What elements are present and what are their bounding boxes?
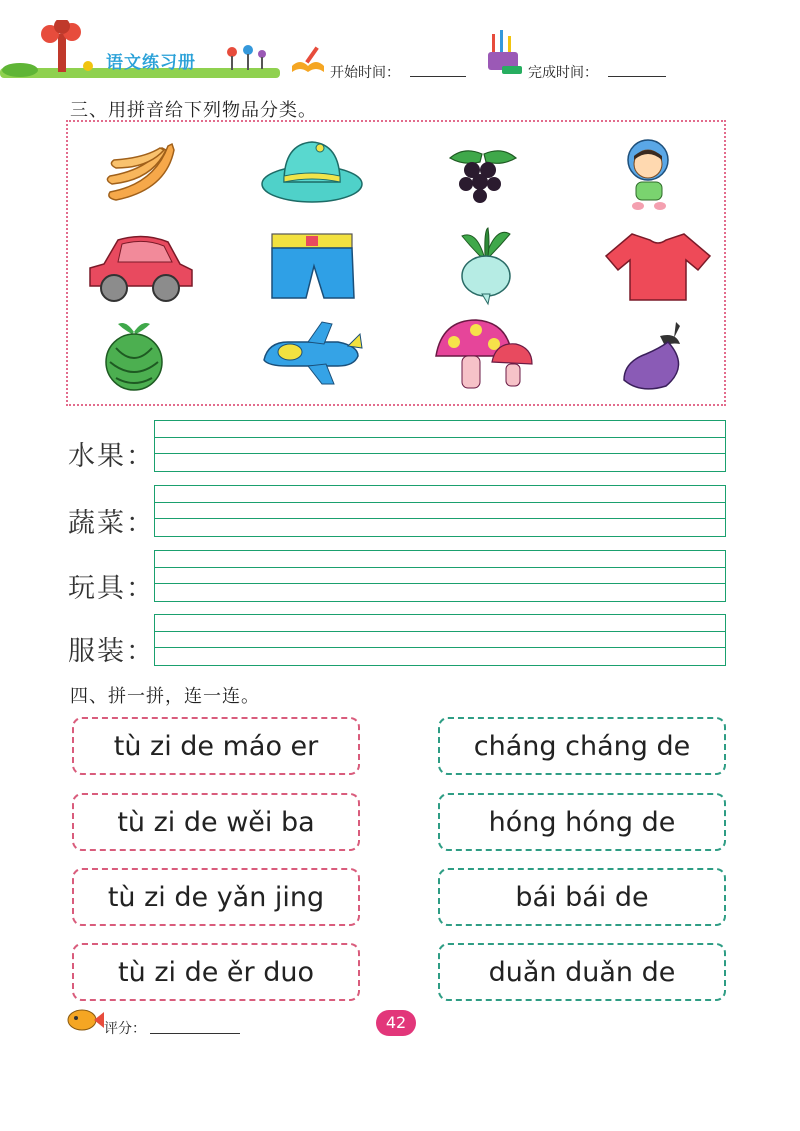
start-time-blank[interactable] — [410, 76, 466, 77]
shorts-icon — [268, 232, 358, 304]
category-toy-label: 玩具： — [68, 573, 155, 604]
airplane-icon — [258, 320, 364, 390]
shirt-icon — [602, 230, 714, 302]
score-label: 评分： — [104, 1021, 146, 1037]
finish-time-blank[interactable] — [608, 76, 666, 77]
section3-title: 三、用拼音给下列物品分类。 — [70, 100, 317, 121]
hat-icon — [260, 136, 364, 206]
finish-time-label: 完成时间： — [528, 65, 598, 81]
category-clothing-writing-lines[interactable] — [154, 614, 726, 666]
category-vegetable-writing-lines[interactable] — [154, 485, 726, 537]
fish-icon — [64, 1006, 104, 1032]
banana-icon — [102, 140, 178, 208]
watermelon-icon — [102, 318, 166, 394]
pencil-cup-icon — [488, 30, 524, 76]
right-pinyin-card[interactable]: bái bái de — [438, 868, 726, 926]
category-vegetable-label: 蔬菜： — [68, 508, 155, 539]
book-pencil-icon — [290, 44, 326, 74]
radish-icon — [452, 226, 518, 306]
left-pinyin-card[interactable]: tù zi de yǎn jing — [72, 868, 360, 926]
picture-box — [66, 120, 726, 406]
page-number-badge: 42 — [376, 1010, 416, 1036]
car-icon — [84, 228, 198, 304]
book-title: 语文练习册 — [106, 53, 196, 73]
category-toy-writing-lines[interactable] — [154, 550, 726, 602]
eggplant-icon — [620, 318, 692, 394]
doll-icon — [616, 136, 692, 216]
page-header — [0, 0, 800, 90]
right-pinyin-card[interactable]: cháng cháng de — [438, 717, 726, 775]
category-clothing-label: 服装： — [68, 636, 155, 667]
start-time-label: 开始时间： — [330, 65, 400, 81]
section4-title: 四、拼一拼，连一连。 — [70, 686, 260, 707]
mushroom-icon — [432, 316, 536, 396]
grapes-icon — [444, 138, 520, 208]
left-pinyin-card[interactable]: tù zi de ěr duo — [72, 943, 360, 1001]
left-pinyin-card[interactable]: tù zi de máo er — [72, 717, 360, 775]
category-fruit-label: 水果： — [68, 441, 155, 472]
right-pinyin-card[interactable]: hóng hóng de — [438, 793, 726, 851]
category-fruit-writing-lines[interactable] — [154, 420, 726, 472]
left-pinyin-card[interactable]: tù zi de wěi ba — [72, 793, 360, 851]
right-pinyin-card[interactable]: duǎn duǎn de — [438, 943, 726, 1001]
score-blank[interactable] — [150, 1033, 240, 1034]
